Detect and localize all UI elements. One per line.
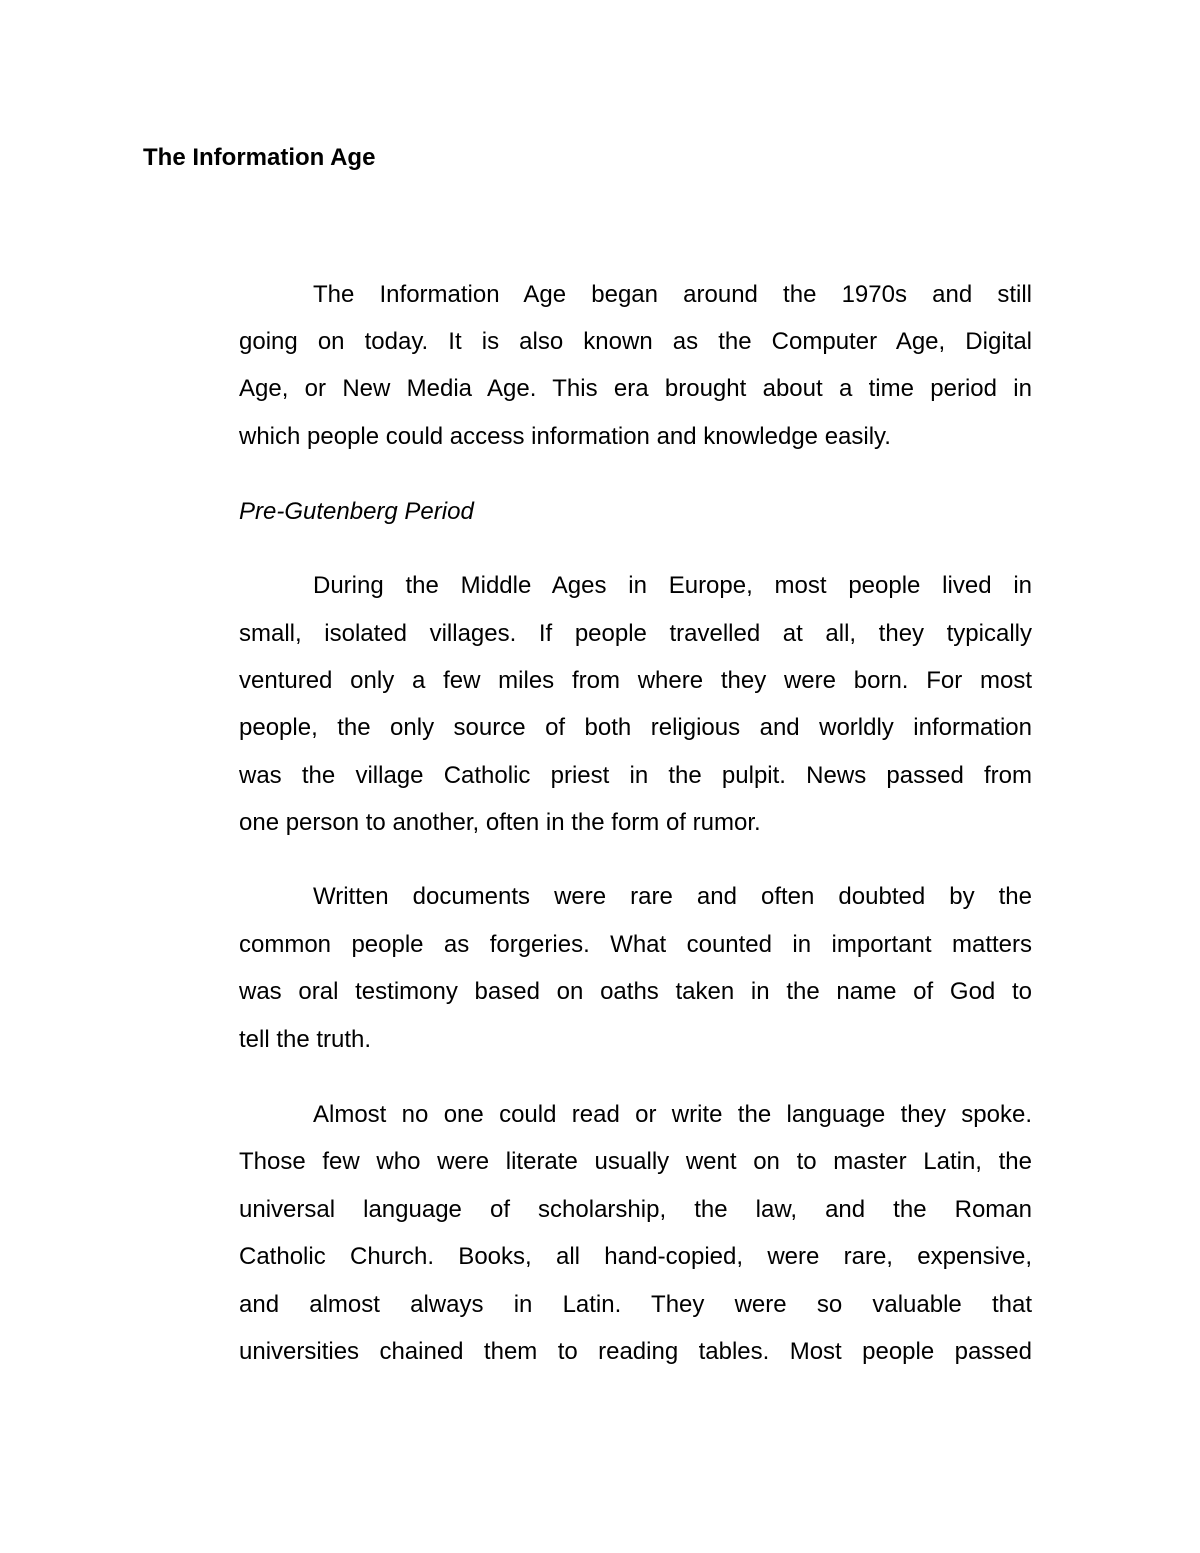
- paragraph2-line-4: people, the only source of both religious and worldly information: [239, 714, 1032, 741]
- section-heading: Pre-Gutenberg Period: [239, 498, 474, 525]
- intro-line-4: which people could access information and knowledge easily.: [239, 423, 891, 450]
- paragraph4-line-6: universities chained them to reading tables. Most people passed: [239, 1338, 1032, 1365]
- paragraph3-line-3: was oral testimony based on oaths taken in the name of God to: [239, 978, 1032, 1005]
- paragraph3-line-1: Written documents were rare and often doubted by the: [313, 883, 1032, 910]
- document-title: The Information Age: [143, 144, 376, 171]
- intro-line-2: going on today. It is also known as the Computer Age, Digital: [239, 328, 1032, 355]
- paragraph4-line-1: Almost no one could read or write the language they spoke.: [313, 1101, 1032, 1128]
- paragraph4-line-4: Catholic Church. Books, all hand-copied, were rare, expensive,: [239, 1243, 1032, 1270]
- paragraph2-line-1: During the Middle Ages in Europe, most people lived in: [313, 572, 1032, 599]
- paragraph2-line-5: was the village Catholic priest in the pulpit. News passed from: [239, 762, 1032, 789]
- paragraph3-line-4: tell the truth.: [239, 1026, 372, 1053]
- paragraph2-line-2: small, isolated villages. If people travelled at all, they typically: [239, 620, 1032, 647]
- paragraph4-line-2: Those few who were literate usually went on to master Latin, the: [239, 1148, 1032, 1175]
- paragraph4-line-3: universal language of scholarship, the law, and the Roman: [239, 1196, 1032, 1223]
- paragraph2-line-3: ventured only a few miles from where they were born. For most: [239, 667, 1032, 694]
- paragraph2-line-6: one person to another, often in the form of rumor.: [239, 809, 761, 836]
- intro-line-3: Age, or New Media Age. This era brought about a time period in: [239, 375, 1032, 402]
- paragraph3-line-2: common people as forgeries. What counted in important matters: [239, 931, 1032, 958]
- intro-line-1: The Information Age began around the 1970s and still: [313, 281, 1032, 308]
- paragraph4-line-5: and almost always in Latin. They were so valuable that: [239, 1291, 1032, 1318]
